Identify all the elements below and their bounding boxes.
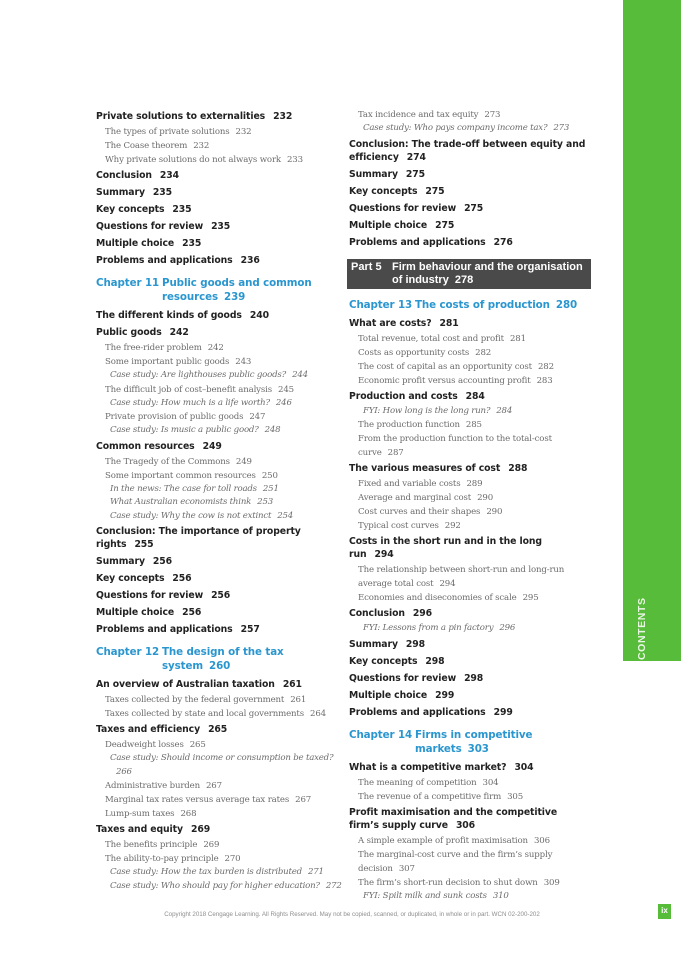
page-ref: 290	[486, 507, 503, 517]
page-ref: 287	[387, 448, 404, 458]
page-ref: 309	[543, 877, 560, 888]
entry-title: Costs as opportunity costs	[358, 347, 470, 358]
page-ref: 281	[509, 333, 526, 344]
toc-feature[interactable]	[96, 496, 344, 510]
toc-section[interactable]	[96, 821, 344, 838]
toc-section[interactable]	[349, 234, 589, 251]
page-ref: 298	[405, 638, 426, 650]
chapter-title	[162, 276, 344, 304]
entry-title: Multiple choice	[96, 607, 175, 618]
entry-title: The Coase theorem	[105, 141, 188, 151]
page-ref: 283	[536, 375, 553, 386]
toc-subsection[interactable]	[349, 418, 589, 432]
toc-section[interactable]	[96, 201, 344, 218]
page-ref: 232	[273, 111, 293, 122]
toc-subsection[interactable]	[349, 505, 589, 519]
toc-section[interactable]	[349, 759, 589, 776]
entry-title: Administrative burden	[105, 781, 200, 791]
toc-feature[interactable]	[96, 424, 344, 438]
toc-feature[interactable]	[349, 122, 589, 136]
page-ref: 256	[182, 607, 202, 618]
page-ref: 294	[439, 579, 456, 589]
page-ref: 246	[275, 397, 292, 408]
entry-title: FYI: Spilt milk and sunk costs	[363, 890, 487, 901]
page-ref: 256	[172, 573, 192, 584]
page-ref: 294	[374, 549, 394, 560]
entry-title: From the production function to the total-cost curve	[358, 434, 552, 458]
page-ref: 242	[207, 343, 224, 353]
page-ref: 244	[292, 370, 308, 380]
page-ref: 254	[277, 510, 294, 521]
toc-subsection[interactable]	[349, 776, 589, 790]
toc-section[interactable]	[349, 315, 589, 332]
toc-section[interactable]	[96, 553, 344, 570]
toc-section[interactable]	[96, 324, 344, 341]
page-ref: 275	[405, 168, 426, 180]
toc-section[interactable]	[96, 218, 344, 235]
page-ref: 275	[425, 185, 445, 197]
toc-feature[interactable]	[96, 510, 344, 524]
toc-subsection[interactable]	[349, 360, 589, 374]
entry-title: Common resources	[96, 440, 195, 452]
toc-subsection[interactable]	[349, 876, 589, 890]
page-number: ix	[658, 904, 671, 919]
page-ref: 240	[249, 310, 269, 321]
toc-subsection[interactable]	[349, 790, 589, 804]
toc-section[interactable]	[96, 621, 344, 638]
toc-section[interactable]	[349, 136, 589, 166]
part-heading[interactable]	[347, 259, 591, 289]
toc-feature[interactable]	[349, 890, 589, 904]
entry-title: The cost of capital as an opportunity cost	[358, 361, 532, 372]
page-ref: 260	[209, 660, 231, 672]
toc-section[interactable]	[349, 605, 589, 622]
page-ref: 273	[484, 110, 501, 120]
toc-subsection[interactable]	[96, 139, 344, 153]
page-ref: 249	[202, 440, 222, 452]
toc-subsection[interactable]	[349, 848, 589, 876]
page-ref: 233	[286, 155, 303, 165]
page-ref: 304	[482, 777, 499, 788]
page-ref: 305	[507, 791, 524, 802]
page-ref: 249	[235, 456, 252, 467]
toc-feature[interactable]	[96, 397, 344, 411]
page-ref: 289	[466, 479, 483, 489]
chapter-heading[interactable]	[349, 721, 589, 759]
part-number: Part 5	[351, 260, 382, 273]
toc-section[interactable]	[96, 167, 344, 184]
toc-feature[interactable]	[96, 483, 344, 497]
toc-section[interactable]	[96, 523, 344, 553]
page-ref: 264	[310, 709, 326, 719]
entry-title: Marginal tax rates versus average tax rates	[105, 795, 290, 805]
toc-section[interactable]	[349, 704, 589, 721]
toc-section[interactable]	[96, 570, 344, 587]
entry-title: Case study: How the tax burden is distributed	[110, 867, 302, 877]
toc-subsection[interactable]	[96, 125, 344, 139]
entry-title: Questions for review	[349, 202, 457, 214]
toc-subsection[interactable]	[349, 432, 589, 460]
toc-subsection[interactable]	[96, 738, 344, 752]
entry-title: The benefits principle	[105, 840, 198, 850]
page-ref: 290	[477, 493, 494, 503]
entry-title: Some important common resources	[105, 470, 256, 481]
entry-title: Conclusion	[96, 170, 152, 181]
page-ref: 275	[435, 219, 455, 231]
page-ref: 266	[116, 766, 132, 777]
toc-subsection[interactable]	[96, 707, 344, 721]
page-ref: 261	[290, 695, 307, 705]
entry-title: What is a competitive market?	[349, 761, 507, 773]
contents-tab-label: CONTENTS	[636, 597, 648, 660]
entry-title: Conclusion: The trade-off between equity and efficiency	[349, 138, 586, 163]
toc-subsection[interactable]	[96, 383, 344, 397]
entry-title: The relationship between short-run and long-run average total cost	[358, 565, 565, 589]
chapter-title-text: The costs of production	[415, 298, 550, 311]
entry-title: Case study: Are lighthouses public goods?	[110, 370, 287, 380]
toc-feature[interactable]	[96, 752, 344, 779]
toc-feature[interactable]	[96, 880, 344, 894]
entry-title: What Australian economists think	[110, 497, 252, 507]
entry-title: Multiple choice	[96, 238, 175, 249]
page-ref: 248	[264, 425, 281, 435]
entry-title: Tax incidence and tax equity	[358, 110, 479, 120]
page-ref: 306	[533, 835, 550, 846]
toc-section[interactable]	[349, 804, 589, 834]
entry-title: Conclusion: The importance of property rights	[96, 526, 301, 550]
entry-title: Summary	[349, 638, 398, 650]
entry-title: Key concepts	[96, 573, 165, 584]
entry-title: Multiple choice	[349, 689, 428, 701]
entry-title: Cost curves and their shapes	[358, 507, 481, 517]
entry-title: Key concepts	[349, 655, 418, 667]
toc-section[interactable]	[349, 183, 589, 200]
toc-section[interactable]	[96, 108, 344, 125]
entry-title: Deadweight losses	[105, 740, 184, 750]
toc-subsection[interactable]	[96, 153, 344, 167]
page-ref: 250	[261, 470, 278, 481]
page-ref: 255	[134, 539, 154, 550]
toc-subsection[interactable]	[96, 807, 344, 821]
page-ref: 304	[514, 761, 534, 773]
page-ref: 296	[499, 623, 516, 633]
chapter-title-text: Public goods and common resources	[162, 277, 312, 303]
toc-section[interactable]	[349, 653, 589, 670]
page-ref: 306	[455, 819, 476, 831]
entry-title: Summary	[96, 556, 145, 567]
entry-title: Economies and diseconomies of scale	[358, 593, 517, 603]
toc-left-column	[96, 108, 344, 893]
toc-section[interactable]	[96, 235, 344, 252]
toc-section[interactable]	[349, 636, 589, 653]
page-ref: 256	[211, 590, 231, 601]
page-ref: 296	[412, 608, 432, 619]
toc-section[interactable]	[96, 721, 344, 738]
page-ref: 299	[493, 706, 513, 718]
page-ref: 235	[152, 187, 173, 198]
page-ref: 271	[307, 867, 324, 877]
toc-section[interactable]	[96, 438, 344, 455]
page-ref: 295	[522, 593, 539, 603]
page-ref: 247	[249, 412, 266, 422]
entry-title: Case study: Who pays company income tax?	[363, 123, 548, 133]
entry-title: Case study: How much is a life worth?	[110, 397, 270, 408]
toc-subsection[interactable]	[96, 693, 344, 707]
toc-subsection[interactable]	[96, 852, 344, 866]
toc-section[interactable]	[349, 166, 589, 183]
entry-title: The different kinds of goods	[96, 310, 242, 321]
entry-title: Taxes collected by the federal government	[105, 695, 285, 705]
entry-title: Typical cost curves	[358, 521, 439, 531]
page-ref: 265	[208, 724, 228, 735]
page-ref: 298	[425, 655, 445, 667]
page-ref: 267	[295, 795, 312, 805]
toc-right-column	[349, 108, 589, 903]
toc-subsection[interactable]	[349, 346, 589, 360]
page-ref: 243	[235, 357, 252, 367]
toc-section[interactable]	[96, 184, 344, 201]
page-ref: 282	[537, 361, 554, 372]
chapter-heading[interactable]	[96, 269, 344, 307]
page-ref: 268	[180, 809, 197, 819]
entry-title: Conclusion	[349, 608, 405, 619]
page-ref: 284	[465, 390, 485, 402]
entry-title: Summary	[349, 168, 398, 180]
page-ref: 235	[211, 221, 231, 232]
entry-title: Costs in the short run and in the long run	[349, 536, 542, 560]
page-ref: 298	[464, 672, 484, 684]
entry-title: Some important public goods	[105, 357, 230, 367]
page-ref: 275	[464, 202, 484, 214]
chapter-title-text: Firms in competitive markets	[415, 728, 533, 755]
chapter-heading[interactable]	[96, 638, 344, 676]
toc-subsection[interactable]	[349, 374, 589, 388]
toc-feature[interactable]	[96, 369, 344, 383]
entry-title: Total revenue, total cost and profit	[358, 333, 504, 344]
page-ref: 274	[406, 151, 426, 163]
toc-subsection[interactable]	[349, 108, 589, 122]
entry-title: Problems and applications	[96, 624, 233, 635]
toc-subsection[interactable]	[349, 591, 589, 605]
toc-subsection[interactable]	[349, 491, 589, 505]
toc-section[interactable]	[349, 217, 589, 234]
page-ref: 269	[203, 840, 220, 850]
entry-title: Fixed and variable costs	[358, 479, 461, 489]
chapter-number: Chapter 14	[349, 728, 413, 741]
entry-title: What are costs?	[349, 317, 432, 329]
entry-title: Case study: Who should pay for higher education?	[110, 880, 320, 891]
entry-title: Summary	[96, 187, 145, 198]
toc-subsection[interactable]	[96, 779, 344, 793]
chapter-number: Chapter 13	[349, 298, 413, 311]
page-ref: 285	[465, 420, 482, 430]
entry-title: An overview of Australian taxation	[96, 679, 275, 690]
entry-title: Key concepts	[96, 204, 165, 215]
entry-title: Average and marginal cost	[358, 493, 472, 503]
entry-title: Economic profit versus accounting profit	[358, 375, 531, 386]
page-ref: 235	[172, 204, 192, 215]
entry-title: FYI: Lessons from a pin factory	[363, 623, 494, 633]
entry-title: Questions for review	[96, 221, 204, 232]
page-ref: 299	[435, 689, 455, 701]
page-ref: 256	[152, 556, 173, 567]
entry-title: A simple example of profit maximisation	[358, 835, 528, 846]
page-ref: 310	[492, 890, 509, 901]
entry-title: Problems and applications	[349, 706, 486, 718]
copyright-footer: Copyright 2018 Cengage Learning. All Rights Reserved. May not be copied, scanned, or duplicated, in whole or in part. WCN 02-200-202	[164, 911, 540, 918]
entry-title: The various measures of cost	[349, 463, 501, 474]
page-ref: 253	[257, 497, 273, 507]
page-ref: 245	[278, 384, 294, 395]
toc-section[interactable]	[96, 676, 344, 693]
page-ref: 288	[508, 463, 528, 474]
entry-title: Taxes and efficiency	[96, 724, 201, 735]
page-ref: 303	[467, 742, 489, 755]
chapter-heading[interactable]	[349, 291, 589, 315]
toc-section[interactable]	[349, 200, 589, 217]
entry-title: Taxes and equity	[96, 824, 183, 835]
page-ref: 257	[240, 624, 260, 635]
entry-title: The marginal-cost curve and the firm’s supply decision	[358, 849, 553, 874]
entry-title: Taxes collected by state and local governments	[105, 709, 304, 719]
page-ref: 276	[493, 236, 513, 248]
page-ref: 232	[193, 141, 210, 151]
contents-side-tab	[623, 0, 681, 661]
entry-title: Public goods	[96, 327, 162, 338]
page-ref: 278	[454, 273, 474, 286]
entry-title: The revenue of a competitive firm	[358, 791, 502, 802]
toc-subsection[interactable]	[96, 793, 344, 807]
entry-title: The ability-to-pay principle	[105, 854, 219, 864]
toc-section[interactable]	[349, 388, 589, 405]
chapter-title	[415, 298, 589, 312]
toc-section[interactable]	[96, 307, 344, 324]
page-ref: 273	[553, 123, 570, 133]
page-ref: 261	[282, 679, 302, 690]
toc-feature[interactable]	[96, 866, 344, 880]
chapter-title-text: The design of the tax system	[162, 646, 284, 672]
entry-title: The production function	[358, 420, 460, 430]
entry-title: Why private solutions do not always work	[105, 155, 281, 165]
toc-feature[interactable]	[349, 405, 589, 419]
entry-title: Private provision of public goods	[105, 412, 244, 422]
toc-section[interactable]	[96, 252, 344, 269]
chapter-title	[162, 645, 344, 673]
toc-section[interactable]	[349, 670, 589, 687]
page-ref: 307	[398, 863, 415, 874]
entry-title: Case study: Should income or consumption be taxed?	[110, 753, 334, 763]
entry-title: The free-rider problem	[105, 343, 202, 353]
entry-title: Key concepts	[349, 185, 418, 197]
toc-subsection[interactable]	[349, 519, 589, 533]
chapter-number: Chapter 11	[96, 277, 160, 289]
entry-title: Production and costs	[349, 390, 458, 402]
entry-title: Private solutions to externalities	[96, 111, 266, 122]
entry-title: The meaning of competition	[358, 777, 477, 788]
toc-subsection[interactable]	[96, 838, 344, 852]
entry-title: Multiple choice	[349, 219, 428, 231]
entry-title: In the news: The case for toll roads	[110, 483, 257, 494]
toc-section[interactable]	[96, 587, 344, 604]
page-ref: 251	[262, 483, 279, 494]
page-ref: 292	[444, 521, 461, 531]
entry-title: Profit maximisation and the competitive firm’s supply curve	[349, 806, 558, 831]
toc-subsection[interactable]	[96, 355, 344, 369]
entry-title: Lump-sum taxes	[105, 809, 175, 819]
entry-title: Case study: Is music a public good?	[110, 425, 259, 435]
toc-subsection[interactable]	[96, 341, 344, 355]
toc-section[interactable]	[349, 687, 589, 704]
toc-feature[interactable]	[349, 622, 589, 636]
entry-title: The Tragedy of the Commons	[105, 456, 230, 467]
toc-subsection[interactable]	[96, 455, 344, 469]
entry-title: The firm’s short-run decision to shut down	[358, 877, 538, 888]
chapter-number: Chapter 12	[96, 646, 160, 658]
toc-subsection[interactable]	[349, 332, 589, 346]
page-ref: 280	[555, 298, 578, 311]
page-ref: 281	[439, 317, 459, 329]
entry-title: The types of private solutions	[105, 127, 230, 137]
part-title	[392, 261, 587, 287]
toc-subsection[interactable]	[349, 477, 589, 491]
page-ref: 236	[240, 255, 260, 266]
entry-title: Case study: Why the cow is not extinct	[110, 510, 272, 521]
toc-section[interactable]	[96, 604, 344, 621]
chapter-title	[415, 728, 589, 756]
page-ref: 235	[182, 238, 202, 249]
toc-subsection[interactable]	[349, 563, 589, 591]
page-ref: 269	[190, 824, 211, 835]
entry-title: Problems and applications	[349, 236, 486, 248]
toc-section[interactable]	[349, 533, 589, 563]
toc-subsection[interactable]	[96, 410, 344, 424]
page-ref: 267	[205, 781, 222, 791]
page-ref: 234	[159, 170, 179, 181]
part-title-text: Firm behaviour and the organisation of industry	[392, 260, 583, 286]
page-ref: 272	[325, 880, 342, 891]
toc-subsection[interactable]	[349, 834, 589, 848]
page-ref: 242	[169, 327, 189, 338]
page-ref: 265	[189, 740, 206, 750]
page-ref: 270	[224, 854, 241, 864]
page-ref: 284	[496, 405, 513, 416]
page-ref: 232	[235, 127, 252, 137]
page-ref: 282	[475, 347, 492, 358]
entry-title: Questions for review	[96, 590, 204, 601]
entry-title: Questions for review	[349, 672, 457, 684]
toc-section[interactable]	[349, 460, 589, 477]
page-ref: 239	[224, 291, 246, 303]
entry-title: Problems and applications	[96, 255, 233, 266]
entry-title: The difficult job of cost–benefit analysis	[105, 384, 273, 395]
toc-subsection[interactable]	[96, 469, 344, 483]
entry-title: FYI: How long is the long run?	[363, 405, 491, 416]
